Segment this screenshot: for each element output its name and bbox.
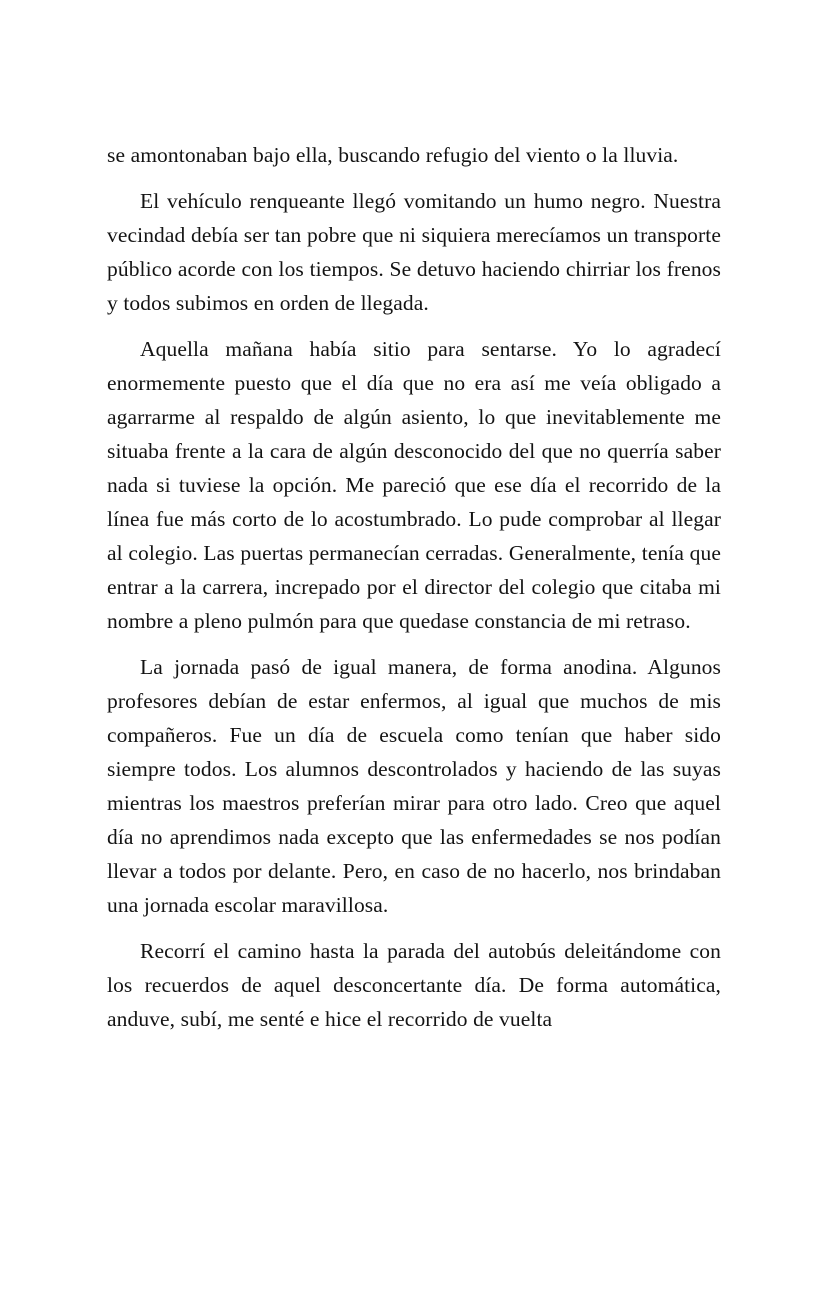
paragraph: Aquella mañana había sitio para sentarse. Yo lo agradecí enormemente puesto que el día que no era así me veía obligado a agarrarme al respaldo de algún asiento, lo que inevitablemente me situaba frente a la cara de algún desconocido del que no querría saber nada si tuviese la opción. Me pareció que ese día el recorrido de la línea fue más corto de lo acostumbrado. Lo pude comprobar al llegar al colegio. Las puertas permanecían cerradas. Generalmente, tenía que entrar a la carrera, increpado por el director del colegio que citaba mi nombre a pleno pulmón para que quedase constancia de mi retraso. <box>107 337 721 633</box>
paragraph: La jornada pasó de igual manera, de forma anodina. Algunos profesores debían de estar enfermos, al igual que muchos de mis compañeros. Fue un día de escuela como tenían que haber sido siempre todos. Los alumnos descontrolados y haciendo de las suyas mientras los maestros preferían mirar para otro lado. Creo que aquel día no aprendimos nada excepto que las enfermedades se nos podían llevar a todos por delante. Pero, en caso de no hacerlo, nos brindaban una jornada escolar maravillosa. <box>107 655 721 917</box>
paragraph-continuation: se amontonaban bajo ella, buscando refugio del viento o la lluvia. <box>107 143 679 167</box>
paragraph: El vehículo renqueante llegó vomitando un humo negro. Nuestra vecindad debía ser tan pobre que ni siquiera merecíamos un transporte público acorde con los tiempos. Se detuvo haciendo chirriar los frenos y todos subimos en orden de llegada. <box>107 189 721 315</box>
paragraph: Recorrí el camino hasta la parada del autobús deleitándome con los recuerdos de aquel desconcertante día. De forma automática, anduve, subí, me senté e hice el recorrido de vuelta <box>107 939 721 1031</box>
body-text <box>107 138 721 1048</box>
